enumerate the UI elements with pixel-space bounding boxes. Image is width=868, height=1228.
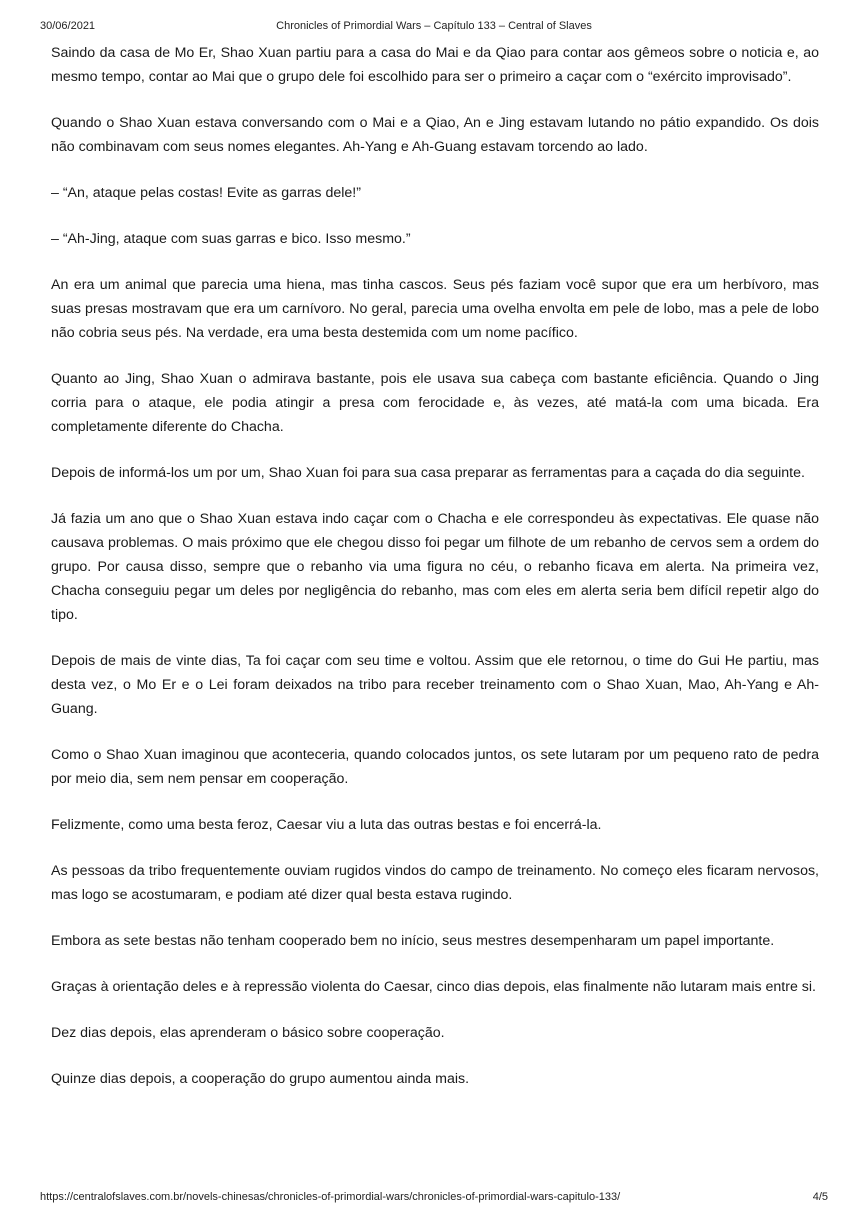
paragraph: Quando o Shao Xuan estava conversando com o Mai e a Qiao, An e Jing estavam lutando no pátio expandido. Os dois não combinavam com seus nomes elegantes. Ah-Yang e Ah-Guang estavam torcendo ao lado. — [51, 115, 819, 155]
page-url: https://centralofslaves.com.br/novels-chinesas/chronicles-of-primordial-wars/chronicles-of-primordial-wars-capitulo-133/ — [40, 1191, 621, 1203]
paragraph: Quinze dias depois, a cooperação do grupo aumentou ainda mais. — [51, 1071, 470, 1087]
print-footer — [40, 1191, 828, 1207]
paragraph: Embora as sete bestas não tenham cooperado bem no início, seus mestres desempenharam um papel importante. — [51, 933, 775, 949]
paragraph: Depois de informá-los um por um, Shao Xuan foi para sua casa preparar as ferramentas para a caçada do dia seguinte. — [51, 465, 805, 481]
print-date: 30/06/2021 — [40, 20, 96, 32]
page-title: Chronicles of Primordial Wars – Capítulo 133 – Central of Slaves — [276, 20, 592, 32]
paragraph: An era um animal que parecia uma hiena, mas tinha cascos. Seus pés faziam você supor que era um herbívoro, mas suas presas mostravam que era um carnívoro. No geral, parecia uma ovelha envolta em pele de lobo, mas a pele de lobo não cobria seus pés. Na verdade, era uma besta destemida com um nome pacífico. — [51, 277, 819, 341]
paragraph: Como o Shao Xuan imaginou que aconteceria, quando colocados juntos, os sete lutaram por um pequeno rato de pedra por meio dia, sem nem pensar em cooperação. — [51, 747, 819, 787]
paragraph: Quanto ao Jing, Shao Xuan o admirava bastante, pois ele usava sua cabeça com bastante eficiência. Quando o Jing corria para o ataque, ele podia atingir a presa com ferocidade e, às vezes, até matá-la com uma bicada. Era completamente diferente do Chacha. — [51, 371, 819, 435]
paragraph: Graças à orientação deles e à repressão violenta do Caesar, cinco dias depois, elas finalmente não lutaram mais entre si. — [51, 979, 816, 995]
paragraph: Dez dias depois, elas aprenderam o básico sobre cooperação. — [51, 1025, 445, 1041]
chapter-text — [51, 41, 819, 1113]
paragraph: Depois de mais de vinte dias, Ta foi caçar com seu time e voltou. Assim que ele retornou, o time do Gui He partiu, mas desta vez, o Mo Er e o Lei foram deixados na tribo para receber treinamento com o Shao Xuan, Mao, Ah-Yang e Ah-Guang. — [51, 653, 819, 717]
page-number: 4/5 — [812, 1191, 828, 1203]
paragraph: Saindo da casa de Mo Er, Shao Xuan partiu para a casa do Mai e da Qiao para contar aos gêmeos sobre o noticia e, ao mesmo tempo, contar ao Mai que o grupo dele foi escolhido para ser o primeiro a caçar com o “exército improvisado”. — [51, 45, 819, 85]
paragraph: As pessoas da tribo frequentemente ouviam rugidos vindos do campo de treinamento. No começo eles ficaram nervosos, mas logo se acostumaram, e podiam até dizer qual besta estava rugindo. — [51, 863, 819, 903]
paragraph: – “An, ataque pelas costas! Evite as garras dele!” — [51, 185, 361, 201]
paragraph: – “Ah-Jing, ataque com suas garras e bico. Isso mesmo.” — [51, 231, 411, 247]
print-header — [40, 20, 828, 36]
paragraph: Felizmente, como uma besta feroz, Caesar viu a luta das outras bestas e foi encerrá-la. — [51, 817, 602, 833]
paragraph: Já fazia um ano que o Shao Xuan estava indo caçar com o Chacha e ele correspondeu às expectativas. Ele quase não causava problemas. O mais próximo que ele chegou disso foi pegar um filhote de um rebanho de cervos sem a ordem do grupo. Por causa disso, sempre que o rebanho via uma figura no céu, o rebanho ficava em alerta. Na primeira vez, Chacha conseguiu pegar um deles por negligência do rebanho, mas com eles em alerta seria bem difícil repetir algo do tipo. — [51, 511, 819, 623]
